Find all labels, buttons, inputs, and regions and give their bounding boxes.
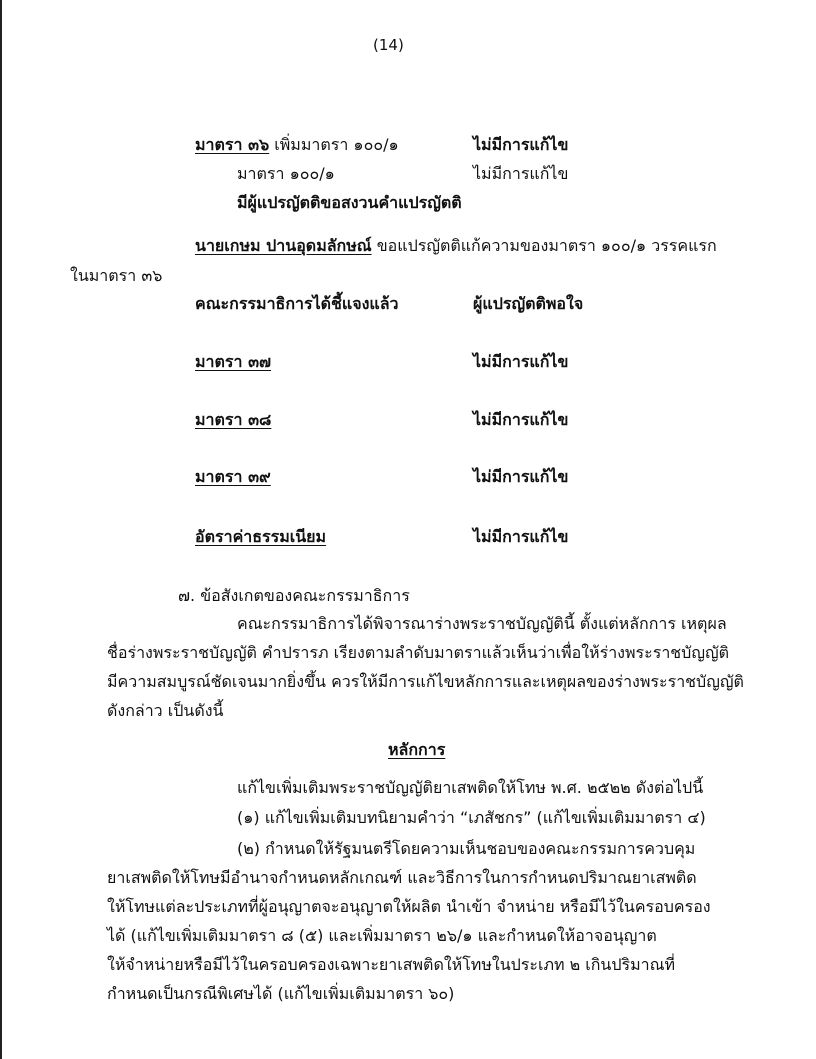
principles-line: (๒) กำหนดให้รัฐมนตรีโดยความเห็นชอบของคณะกรรมการควบคุม	[237, 839, 696, 858]
principles-line: ให้จำหน่ายหรือมีไว้ในครอบครองเฉพาะยาเสพติดให้โทษในประเภท ๒ เกินปริมาณที่	[107, 955, 676, 974]
observations-heading: ๗. ข้อสังเกตของคณะกรรมาธิการ	[178, 586, 410, 605]
observations-line: มีความสมบูรณ์ชัดเจนมากยิ่งขึ้น ควรให้มีการแก้ไขหลักการและเหตุผลของร่างพระราชบัญญัติ	[107, 672, 744, 691]
section-36-label: มาตรา ๓๖	[195, 135, 270, 154]
member-amendment-line	[195, 236, 717, 256]
section-39-status: ไม่มีการแก้ไข	[473, 467, 569, 486]
section-36-heading-rest: เพิ่มมาตรา ๑๐๐/๑	[269, 135, 399, 154]
committee-clarified: คณะกรรมาธิการได้ชี้แจงแล้ว	[195, 294, 399, 313]
principles-line: แก้ไขเพิ่มเติมพระราชบัญญัติยาเสพติดให้โทษ พ.ศ. ๒๕๒๒ ดังต่อไปนี้	[237, 778, 704, 797]
amender-satisfied: ผู้แปรญัตติพอใจ	[473, 294, 584, 313]
observations-line: ดังกล่าว เป็นดังนี้	[107, 701, 224, 720]
page-number: (14)	[373, 36, 404, 54]
section-38-label: มาตรา ๓๘	[195, 410, 272, 429]
principles-line: ยาเสพติดให้โทษมีอำนาจกำหนดหลักเกณฑ์ และวิธีการในการกำหนดปริมาณยาเสพติด	[107, 868, 697, 887]
section-39-label: มาตรา ๓๙	[195, 467, 271, 486]
section-37-label: มาตรา ๓๗	[195, 352, 272, 371]
member-name: นายเกษม ปานอุดมลักษณ์	[195, 236, 372, 255]
principles-line: ให้โทษแต่ละประเภทที่ผู้อนุญาตจะอนุญาตให้ผลิต นำเข้า จำหน่าย หรือมีไว้ในครอบครอง	[107, 897, 711, 916]
section-100-1-label: มาตรา ๑๐๐/๑	[237, 164, 335, 183]
section-38-status: ไม่มีการแก้ไข	[473, 410, 569, 429]
reservation-note: มีผู้แปรญัตติขอสงวนคำแปรญัตติ	[237, 193, 462, 212]
principles-heading: หลักการ	[388, 740, 446, 759]
principles-line: กำหนดเป็นกรณีพิเศษได้ (แก้ไขเพิ่มเติมมาตรา ๖๐)	[107, 984, 455, 1003]
member-amendment-text: ขอแปรญัตติแก้ความของมาตรา ๑๐๐/๑ วรรคแรก	[371, 236, 717, 255]
section-36-heading	[195, 135, 399, 155]
section-36-status: ไม่มีการแก้ไข	[473, 135, 569, 154]
observations-line: ชื่อร่างพระราชบัญญัติ คำปรารภ เรียงตามลำดับมาตราแล้วเห็นว่าเพื่อให้ร่างพระราชบัญญัติ	[107, 643, 729, 662]
member-amendment-cont: ในมาตรา ๓๖	[70, 266, 163, 285]
section-37-status: ไม่มีการแก้ไข	[473, 352, 569, 371]
principles-line: (๑) แก้ไขเพิ่มเติมบทนิยามคำว่า “เภสัชกร” (แก้ไขเพิ่มเติมมาตรา ๔)	[237, 808, 706, 827]
fees-label: อัตราค่าธรรมเนียม	[195, 527, 327, 546]
principles-line: ได้ (แก้ไขเพิ่มเติมมาตรา ๘ (๕) และเพิ่มมาตรา ๒๖/๑ และกำหนดให้อาจอนุญาต	[107, 926, 657, 945]
fees-status: ไม่มีการแก้ไข	[473, 527, 569, 546]
page-left-edge	[0, 0, 2, 1059]
observations-line: คณะกรรมาธิการได้พิจารณาร่างพระราชบัญญัตินี้ ตั้งแต่หลักการ เหตุผล	[237, 614, 727, 633]
section-100-1-status: ไม่มีการแก้ไข	[473, 164, 569, 183]
